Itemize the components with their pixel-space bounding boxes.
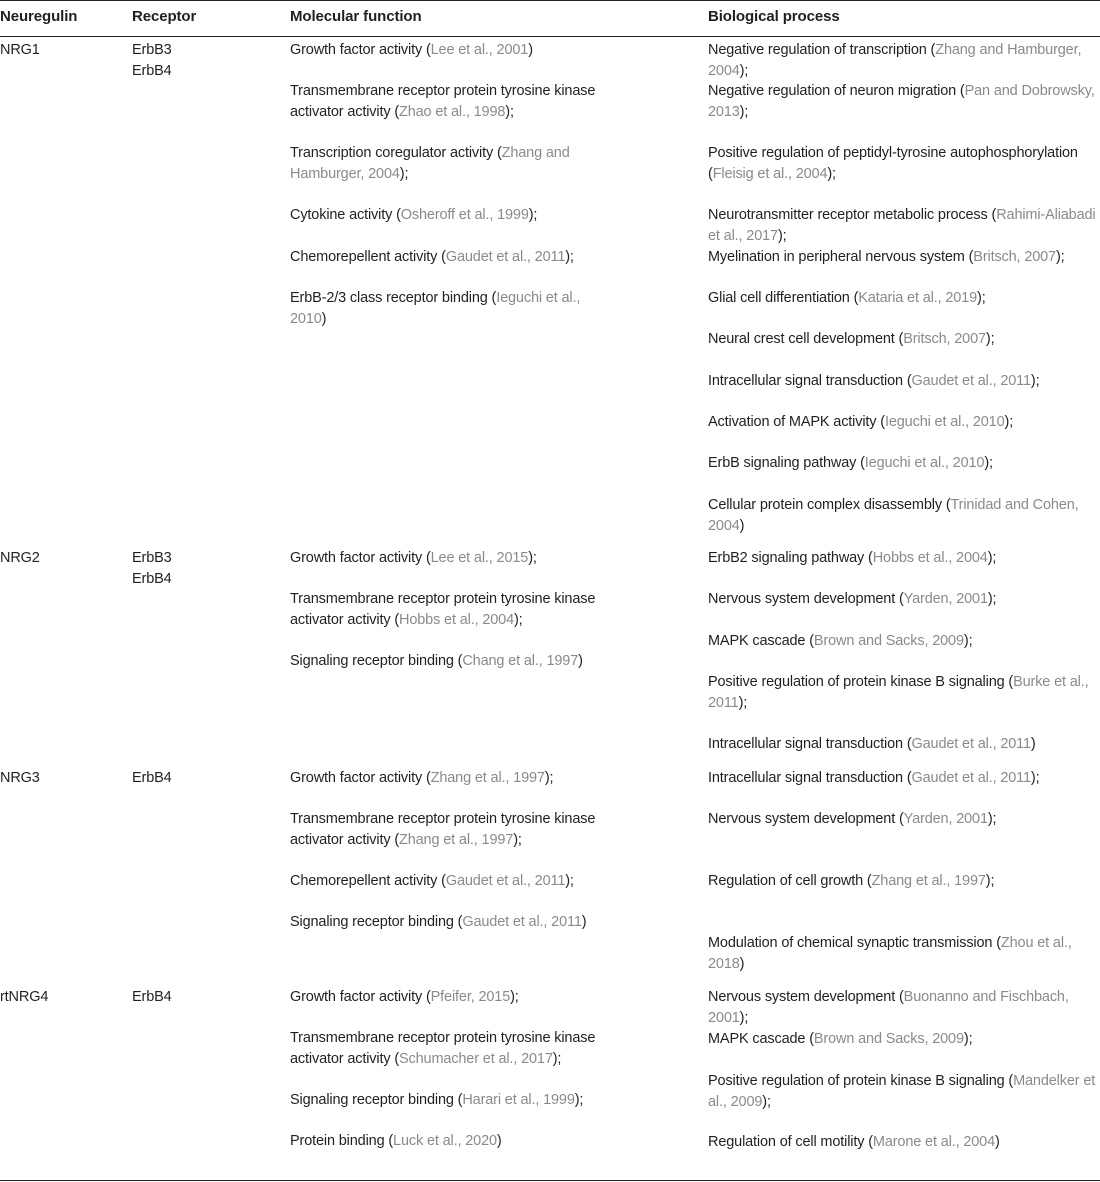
citation-link[interactable]: Mandelker et al., 2009 xyxy=(708,1073,1096,1110)
citation-link[interactable]: Zhang et al., 1997 xyxy=(430,770,545,786)
molecular-function-suffix: ); xyxy=(552,1051,562,1067)
citation-link[interactable]: Luck et al., 2020 xyxy=(393,1133,497,1149)
citation-link[interactable]: Lee et al., 2001 xyxy=(430,42,529,58)
header-receptor: Receptor xyxy=(132,8,197,25)
receptor-name: ErbB3 xyxy=(132,550,172,566)
citation-link[interactable]: Zhang et al., 1997 xyxy=(871,873,986,889)
molecular-function-suffix: ) xyxy=(578,653,583,669)
biological-process-suffix: ); xyxy=(984,455,993,471)
molecular-function-suffix: ); xyxy=(528,207,538,223)
biological-process-item xyxy=(708,81,1100,123)
molecular-function-text: Cytokine activity ( xyxy=(290,207,401,223)
molecular-function-text: Signaling receptor binding ( xyxy=(290,1092,463,1108)
citation-link[interactable]: Zhang and Hamburger, 2004 xyxy=(290,145,570,182)
citation-link[interactable]: Osheroff et al., 1999 xyxy=(400,207,529,223)
biological-process-item xyxy=(708,548,1100,569)
molecular-function-item xyxy=(290,1131,600,1152)
neuregulin-cell: NRG2 xyxy=(0,550,40,566)
molecular-function-suffix: ); xyxy=(505,104,514,120)
biological-process-text: Regulation of cell growth ( xyxy=(708,873,872,889)
molecular-function-suffix: ); xyxy=(528,550,537,566)
molecular-function-text: Growth factor activity ( xyxy=(290,550,431,566)
biological-process-suffix: ) xyxy=(994,1134,1000,1150)
citation-link[interactable]: Zhao et al., 1998 xyxy=(399,104,506,120)
biological-process-text: Nervous system development ( xyxy=(708,811,904,827)
neuregulin-cell: NRG1 xyxy=(0,42,40,58)
citation-link[interactable]: Pan and Dobrowsky, 2013 xyxy=(708,83,1095,120)
biological-process-item xyxy=(708,40,1100,82)
receptor-name: ErbB4 xyxy=(132,571,172,587)
biological-process-item xyxy=(708,329,1100,350)
neuregulin-cell: NRG3 xyxy=(0,770,40,786)
biological-process-suffix: ); xyxy=(1055,249,1065,265)
molecular-function-suffix: ) xyxy=(581,914,587,930)
biological-process-text: Intracellular signal transduction ( xyxy=(708,770,912,786)
biological-process-item xyxy=(708,933,1100,975)
biological-process-item xyxy=(708,495,1100,537)
molecular-function-text: Chemorepellent activity ( xyxy=(290,249,446,265)
biological-process-item xyxy=(708,987,1100,1029)
biological-process-text: Positive regulation of protein kinase B signaling ( xyxy=(708,1073,1014,1089)
citation-link[interactable]: Burke et al., 2011 xyxy=(708,674,1089,711)
biological-process-item xyxy=(708,589,1100,610)
citation-link[interactable]: Lee et al., 2015 xyxy=(430,550,529,566)
biological-process-text: ErbB signaling pathway ( xyxy=(708,455,865,471)
citation-link[interactable]: Kataria et al., 2019 xyxy=(858,290,978,306)
citation-link[interactable]: Buonanno and Fischbach, 2001 xyxy=(708,989,1069,1026)
molecular-function-suffix: ); xyxy=(544,770,554,786)
citation-link[interactable]: Rahimi-Aliabadi et al., 2017 xyxy=(708,207,1096,244)
biological-process-suffix: ); xyxy=(985,331,995,347)
biological-process-item xyxy=(708,734,1100,755)
biological-process-item xyxy=(708,371,1100,392)
biological-process-text: Neurotransmitter receptor metabolic process ( xyxy=(708,207,997,223)
biological-process-item xyxy=(708,768,1100,789)
molecular-function-text: Transmembrane receptor protein tyrosine kinase activator activity ( xyxy=(290,83,596,120)
biological-process-suffix: ); xyxy=(738,695,748,711)
molecular-function-text: Growth factor activity ( xyxy=(290,42,431,58)
citation-link[interactable]: Zhang and Hamburger, 2004 xyxy=(708,42,1082,79)
molecular-function-suffix: ); xyxy=(565,873,574,889)
citation-link[interactable]: Gaudet et al., 2011 xyxy=(445,249,566,265)
biological-process-suffix: ) xyxy=(1030,736,1036,752)
biological-process-suffix: ); xyxy=(739,1010,749,1026)
citation-link[interactable]: Ieguchi et al., 2010 xyxy=(884,414,1005,430)
receptor-cell xyxy=(132,548,272,590)
header-biological-process: Biological process xyxy=(708,8,840,25)
biological-process-suffix: ); xyxy=(1030,373,1040,389)
biological-process-item xyxy=(708,809,1100,830)
molecular-function-text: Signaling receptor binding ( xyxy=(290,914,463,930)
biological-process-text: Nervous system development ( xyxy=(708,591,904,607)
biological-process-suffix: ); xyxy=(762,1094,771,1110)
molecular-function-suffix: ); xyxy=(514,612,523,628)
biological-process-text: Positive regulation of protein kinase B signaling ( xyxy=(708,674,1014,690)
molecular-function-item xyxy=(290,871,600,892)
molecular-function-item xyxy=(290,768,600,789)
molecular-function-suffix: ); xyxy=(510,989,519,1005)
biological-process-text: Negative regulation of neuron migration ( xyxy=(708,83,965,99)
citation-link[interactable]: Marone et al., 2004 xyxy=(872,1134,995,1150)
citation-link[interactable]: Gaudet et al., 2011 xyxy=(911,373,1031,389)
molecular-function-item xyxy=(290,1028,600,1070)
molecular-function-item xyxy=(290,1090,600,1111)
molecular-function-text: Protein binding ( xyxy=(290,1133,394,1149)
biological-process-item xyxy=(708,143,1100,185)
biological-process-suffix: ); xyxy=(963,1031,973,1047)
molecular-function-text: Transmembrane receptor protein tyrosine kinase activator activity ( xyxy=(290,811,596,848)
biological-process-item xyxy=(708,1071,1100,1113)
molecular-function-suffix: ); xyxy=(513,832,522,848)
biological-process-suffix: ); xyxy=(985,873,995,889)
citation-link[interactable]: Gaudet et al., 2011 xyxy=(462,914,582,930)
receptor-name: ErbB4 xyxy=(132,989,172,1005)
citation-link[interactable]: Britsch, 2007 xyxy=(973,249,1056,265)
biological-process-suffix: ); xyxy=(739,104,749,120)
citation-link[interactable]: Brown and Sacks, 2009 xyxy=(813,1031,964,1047)
biological-process-suffix: ); xyxy=(1004,414,1014,430)
biological-process-suffix: ); xyxy=(963,633,973,649)
receptor-cell xyxy=(132,768,272,789)
biological-process-item xyxy=(708,453,1100,474)
molecular-function-item xyxy=(290,40,600,61)
molecular-function-text: Signaling receptor binding ( xyxy=(290,653,463,669)
biological-process-text: Regulation of cell motility ( xyxy=(708,1134,873,1150)
molecular-function-item xyxy=(290,548,600,569)
biological-process-text: Intracellular signal transduction ( xyxy=(708,736,912,752)
citation-link[interactable]: Ieguchi et al., 2010 xyxy=(290,290,581,327)
biological-process-text: Nervous system development ( xyxy=(708,989,904,1005)
molecular-function-text: Transmembrane receptor protein tyrosine kinase activator activity ( xyxy=(290,1030,596,1067)
citation-link[interactable]: Zhang et al., 1997 xyxy=(399,832,514,848)
molecular-function-suffix: ) xyxy=(528,42,533,58)
biological-process-item xyxy=(708,871,1100,892)
molecular-function-item xyxy=(290,987,600,1008)
molecular-function-item xyxy=(290,589,600,631)
molecular-function-suffix: ); xyxy=(399,166,409,182)
biological-process-suffix: ); xyxy=(777,228,787,244)
biological-process-suffix: ) xyxy=(739,956,745,972)
biological-process-item xyxy=(708,412,1100,433)
molecular-function-suffix: ) xyxy=(496,1133,502,1149)
biological-process-text: MAPK cascade ( xyxy=(708,1031,814,1047)
citation-link[interactable]: Brown and Sacks, 2009 xyxy=(813,633,964,649)
molecular-function-text: Growth factor activity ( xyxy=(290,770,431,786)
header-neuregulin: Neuregulin xyxy=(0,8,78,25)
molecular-function-text: Growth factor activity ( xyxy=(290,989,431,1005)
receptor-cell xyxy=(132,40,272,82)
molecular-function-item xyxy=(290,247,600,268)
biological-process-text: Intracellular signal transduction ( xyxy=(708,373,912,389)
biological-process-text: Modulation of chemical synaptic transmission ( xyxy=(708,935,1001,951)
citation-link[interactable]: Hobbs et al., 2004 xyxy=(399,612,514,628)
molecular-function-item xyxy=(290,651,600,672)
citation-link[interactable]: Britsch, 2007 xyxy=(903,331,986,347)
biological-process-item xyxy=(708,288,1100,309)
header-rule xyxy=(0,36,1100,37)
biological-process-suffix: ); xyxy=(987,811,997,827)
molecular-function-text: ErbB-2/3 class receptor binding ( xyxy=(290,290,497,306)
biological-process-item xyxy=(708,631,1100,652)
citation-link[interactable]: Hobbs et al., 2004 xyxy=(872,550,988,566)
biological-process-item xyxy=(708,1029,1100,1050)
citation-link[interactable]: Chang et al., 1997 xyxy=(462,653,579,669)
molecular-function-item xyxy=(290,809,600,851)
biological-process-suffix: ); xyxy=(977,290,986,306)
biological-process-item xyxy=(708,672,1100,714)
molecular-function-text: Transmembrane receptor protein tyrosine kinase activator activity ( xyxy=(290,591,596,628)
citation-link[interactable]: Pfeifer, 2015 xyxy=(430,989,511,1005)
neuregulin-cell: rtNRG4 xyxy=(0,989,49,1005)
bottom-rule xyxy=(0,1180,1100,1181)
molecular-function-suffix: ); xyxy=(565,249,574,265)
citation-link[interactable]: Schumacher et al., 2017 xyxy=(399,1051,553,1067)
biological-process-item xyxy=(708,1132,1100,1153)
molecular-function-item xyxy=(290,81,600,123)
receptor-name: ErbB3 xyxy=(132,42,172,58)
citation-link[interactable]: Gaudet et al., 2011 xyxy=(445,873,566,889)
molecular-function-suffix: ); xyxy=(574,1092,584,1108)
biological-process-text: Myelination in peripheral nervous system ( xyxy=(708,249,974,265)
molecular-function-suffix: ) xyxy=(321,311,327,327)
receptor-name: ErbB4 xyxy=(132,63,172,79)
biological-process-text: Activation of MAPK activity ( xyxy=(708,414,885,430)
biological-process-suffix: ); xyxy=(739,63,749,79)
top-rule xyxy=(0,0,1100,1)
biological-process-text: Negative regulation of transcription ( xyxy=(708,42,936,58)
molecular-function-text: Chemorepellent activity ( xyxy=(290,873,446,889)
receptor-name: ErbB4 xyxy=(132,770,172,786)
header-molecular-function: Molecular function xyxy=(290,8,422,25)
biological-process-item xyxy=(708,205,1100,247)
molecular-function-item xyxy=(290,288,600,330)
citation-link[interactable]: Ieguchi et al., 2010 xyxy=(864,455,985,471)
molecular-function-item xyxy=(290,143,600,185)
biological-process-text: MAPK cascade ( xyxy=(708,633,814,649)
receptor-cell xyxy=(132,987,272,1008)
citation-link[interactable]: Trinidad and Cohen, 2004 xyxy=(708,497,1079,534)
citation-link[interactable]: Gaudet et al., 2011 xyxy=(911,770,1031,786)
biological-process-suffix: ); xyxy=(987,550,997,566)
biological-process-item xyxy=(708,247,1100,268)
molecular-function-text: Transcription coregulator activity ( xyxy=(290,145,502,161)
citation-link[interactable]: Zhou et al., 2018 xyxy=(708,935,1072,972)
biological-process-text: Positive regulation of peptidyl-tyrosine autophosphorylation ( xyxy=(708,145,1078,182)
citation-link[interactable]: Harari et al., 1999 xyxy=(462,1092,575,1108)
biological-process-suffix: ); xyxy=(1030,770,1040,786)
biological-process-suffix: ); xyxy=(827,166,836,182)
citation-link[interactable]: Yarden, 2001 xyxy=(903,811,988,827)
biological-process-text: ErbB2 signaling pathway ( xyxy=(708,550,873,566)
molecular-function-item xyxy=(290,912,600,933)
biological-process-text: Neural crest cell development ( xyxy=(708,331,904,347)
molecular-function-item xyxy=(290,205,600,226)
biological-process-text: Glial cell differentiation ( xyxy=(708,290,859,306)
citation-link[interactable]: Fleisig et al., 2004 xyxy=(712,166,828,182)
citation-link[interactable]: Gaudet et al., 2011 xyxy=(911,736,1031,752)
biological-process-suffix: ); xyxy=(987,591,997,607)
biological-process-suffix: ) xyxy=(739,518,745,534)
biological-process-text: Cellular protein complex disassembly ( xyxy=(708,497,951,513)
citation-link[interactable]: Yarden, 2001 xyxy=(903,591,988,607)
